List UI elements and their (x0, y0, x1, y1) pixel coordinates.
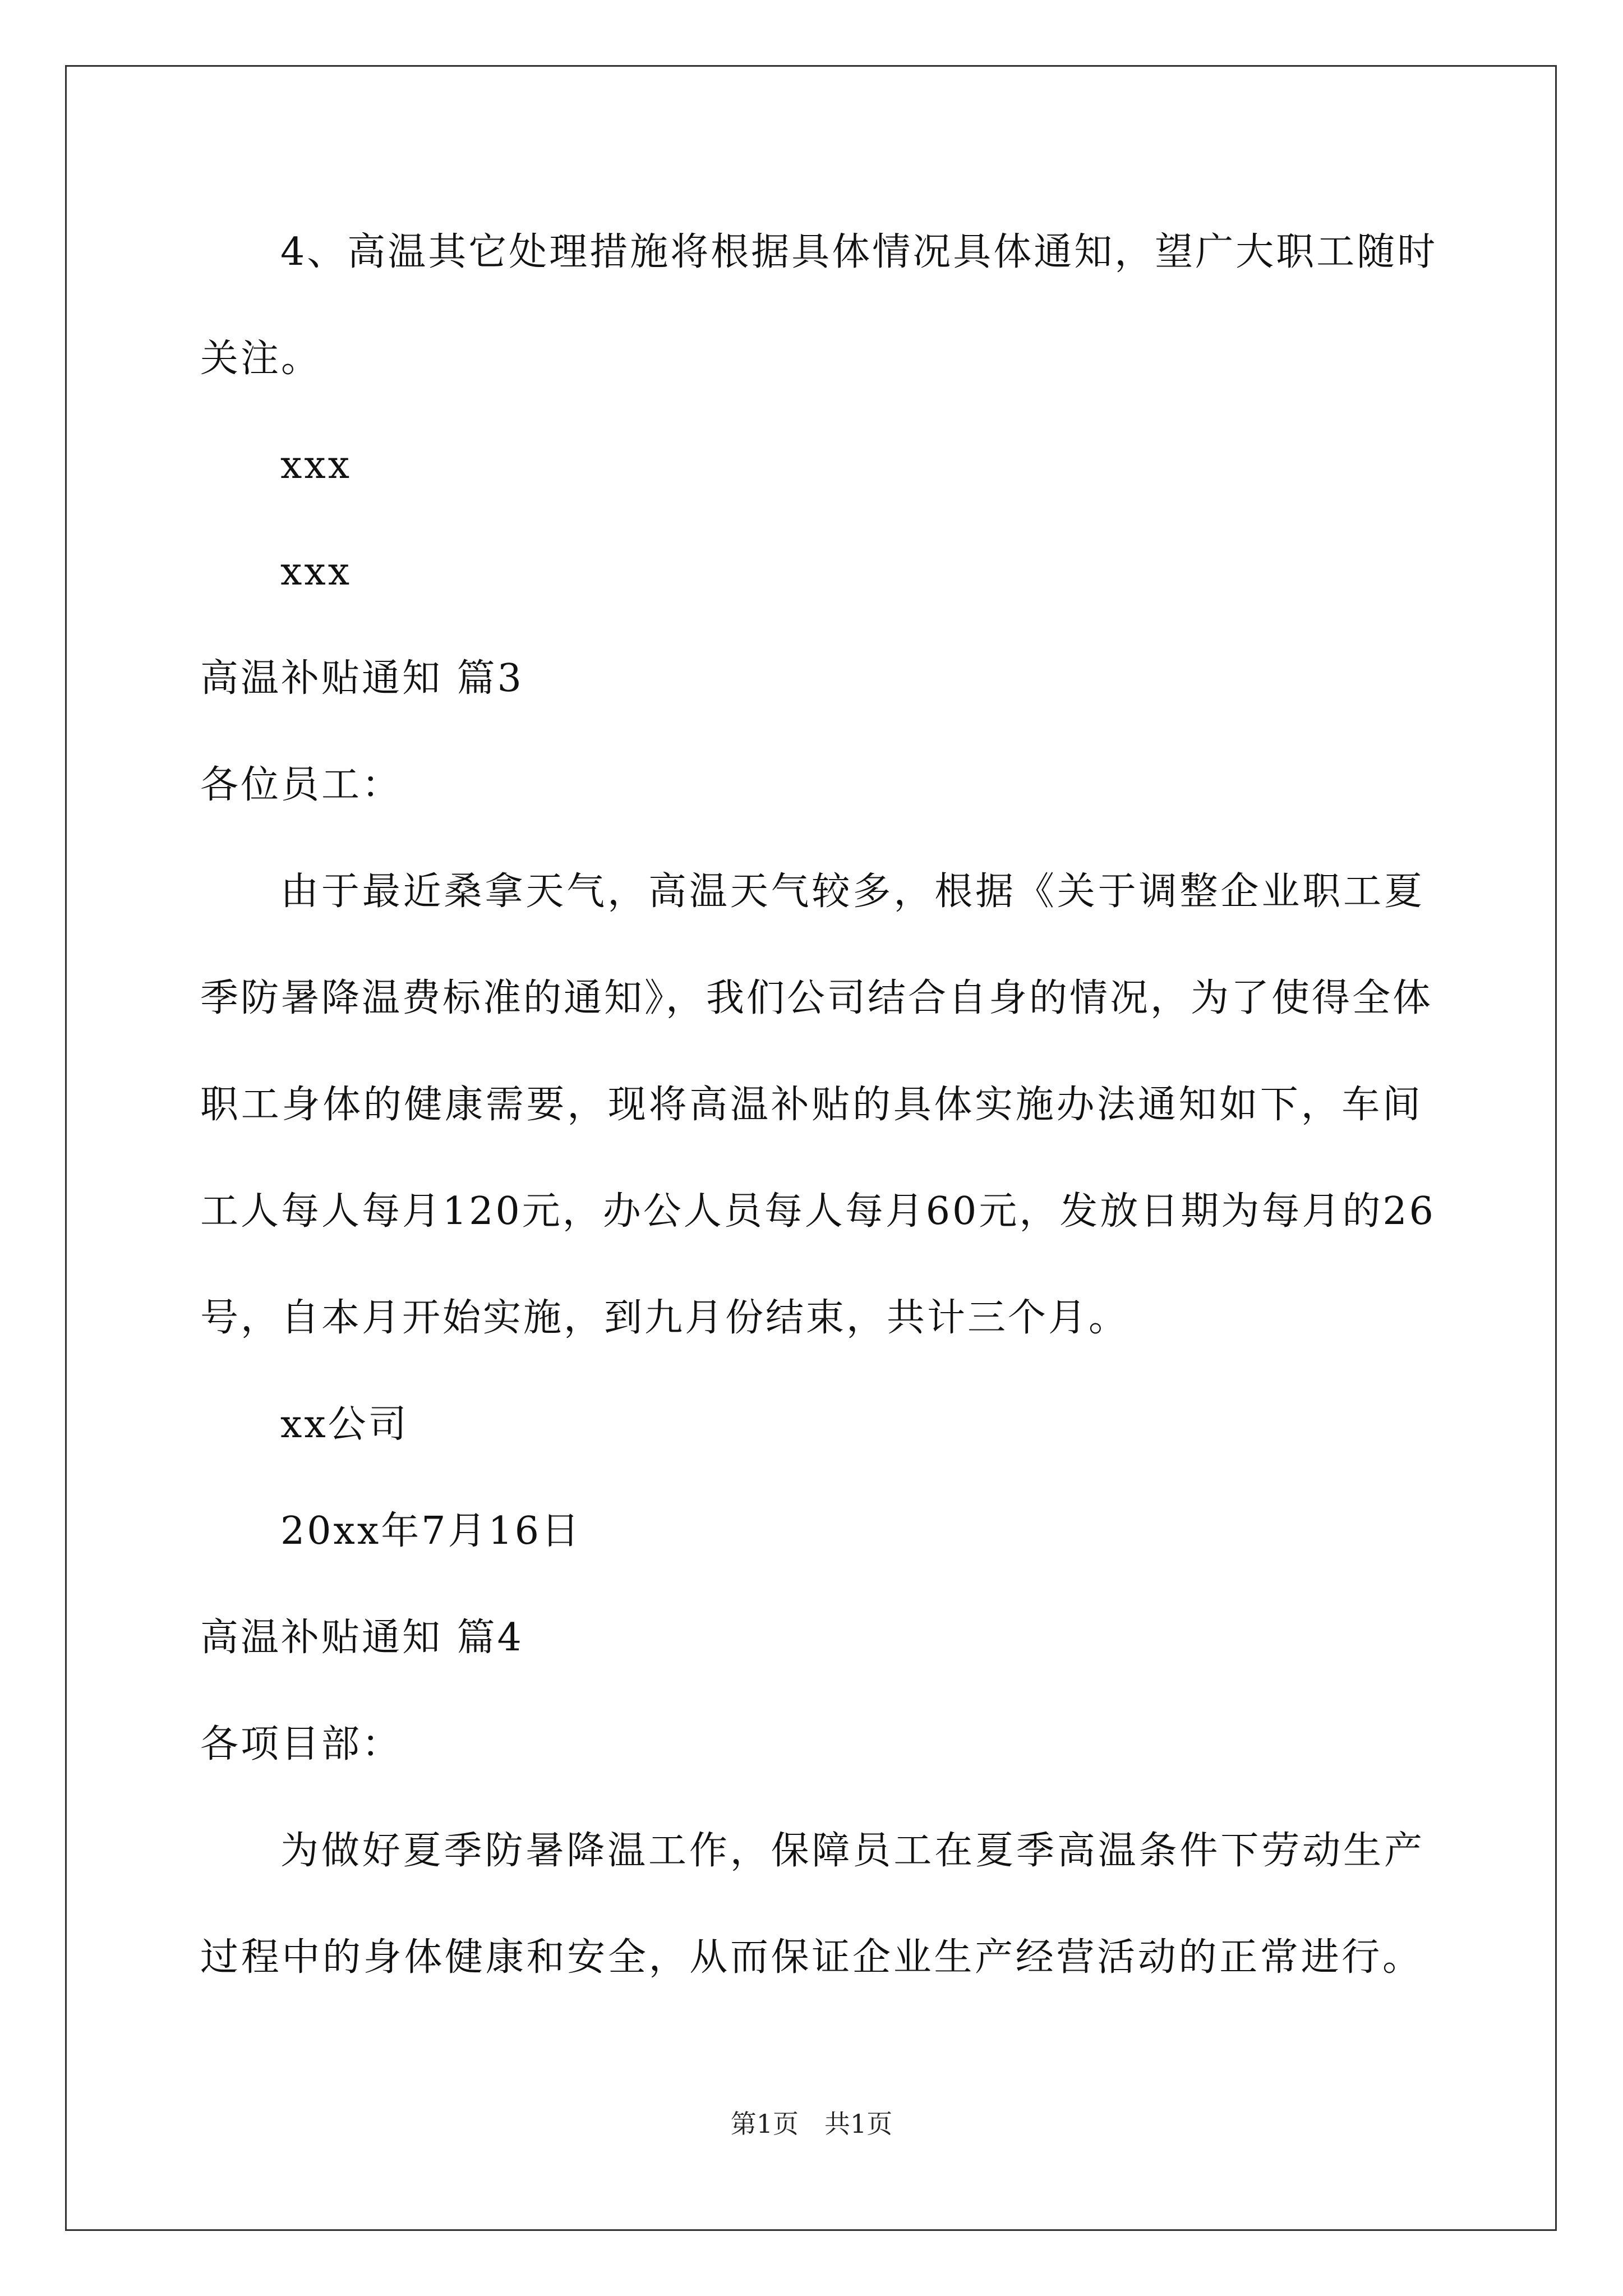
paragraph-line: 过程中的身体健康和安全，从而保证企业生产经营活动的正常进行。 (200, 1935, 1423, 1980)
signature-date: 20xx年7月16日 (280, 1509, 582, 1553)
paragraph-line: 工人每人每月120元，办公人员每人每月60元，发放日期为每月的26 (200, 1189, 1436, 1234)
page-number: 第1页 共1页 (730, 2109, 893, 2139)
paragraph-line: 职工身体的健康需要，现将高温补贴的具体实施办法通知如下，车间 (200, 1083, 1423, 1127)
page-border (65, 65, 1557, 2231)
section-heading: 高温补贴通知 篇4 (200, 1616, 524, 1660)
paragraph-line: 号，自本月开始实施，到九月份结束，共计三个月。 (200, 1296, 1129, 1340)
section-heading: 高温补贴通知 篇3 (200, 656, 524, 701)
signature-line: xxx (280, 443, 352, 487)
signature-company: xx公司 (280, 1402, 409, 1447)
salutation: 各项目部： (200, 1722, 403, 1766)
salutation: 各位员工： (200, 763, 403, 807)
paragraph-line: 季防暑降温费标准的通知》，我们公司结合自身的情况，为了使得全体 (200, 976, 1433, 1020)
paragraph-line: 为做好夏季防暑降温工作，保障员工在夏季高温条件下劳动生产 (280, 1829, 1424, 1873)
paragraph-line: 4、高温其它处理措施将根据具体情况具体通知，望广大职工随时 (280, 230, 1438, 274)
paragraph-line: 由于最近桑拿天气，高温天气较多，根据《关于调整企业职工夏 (280, 869, 1424, 914)
paragraph-line: 关注。 (200, 337, 322, 381)
signature-line: xxx (280, 550, 352, 594)
